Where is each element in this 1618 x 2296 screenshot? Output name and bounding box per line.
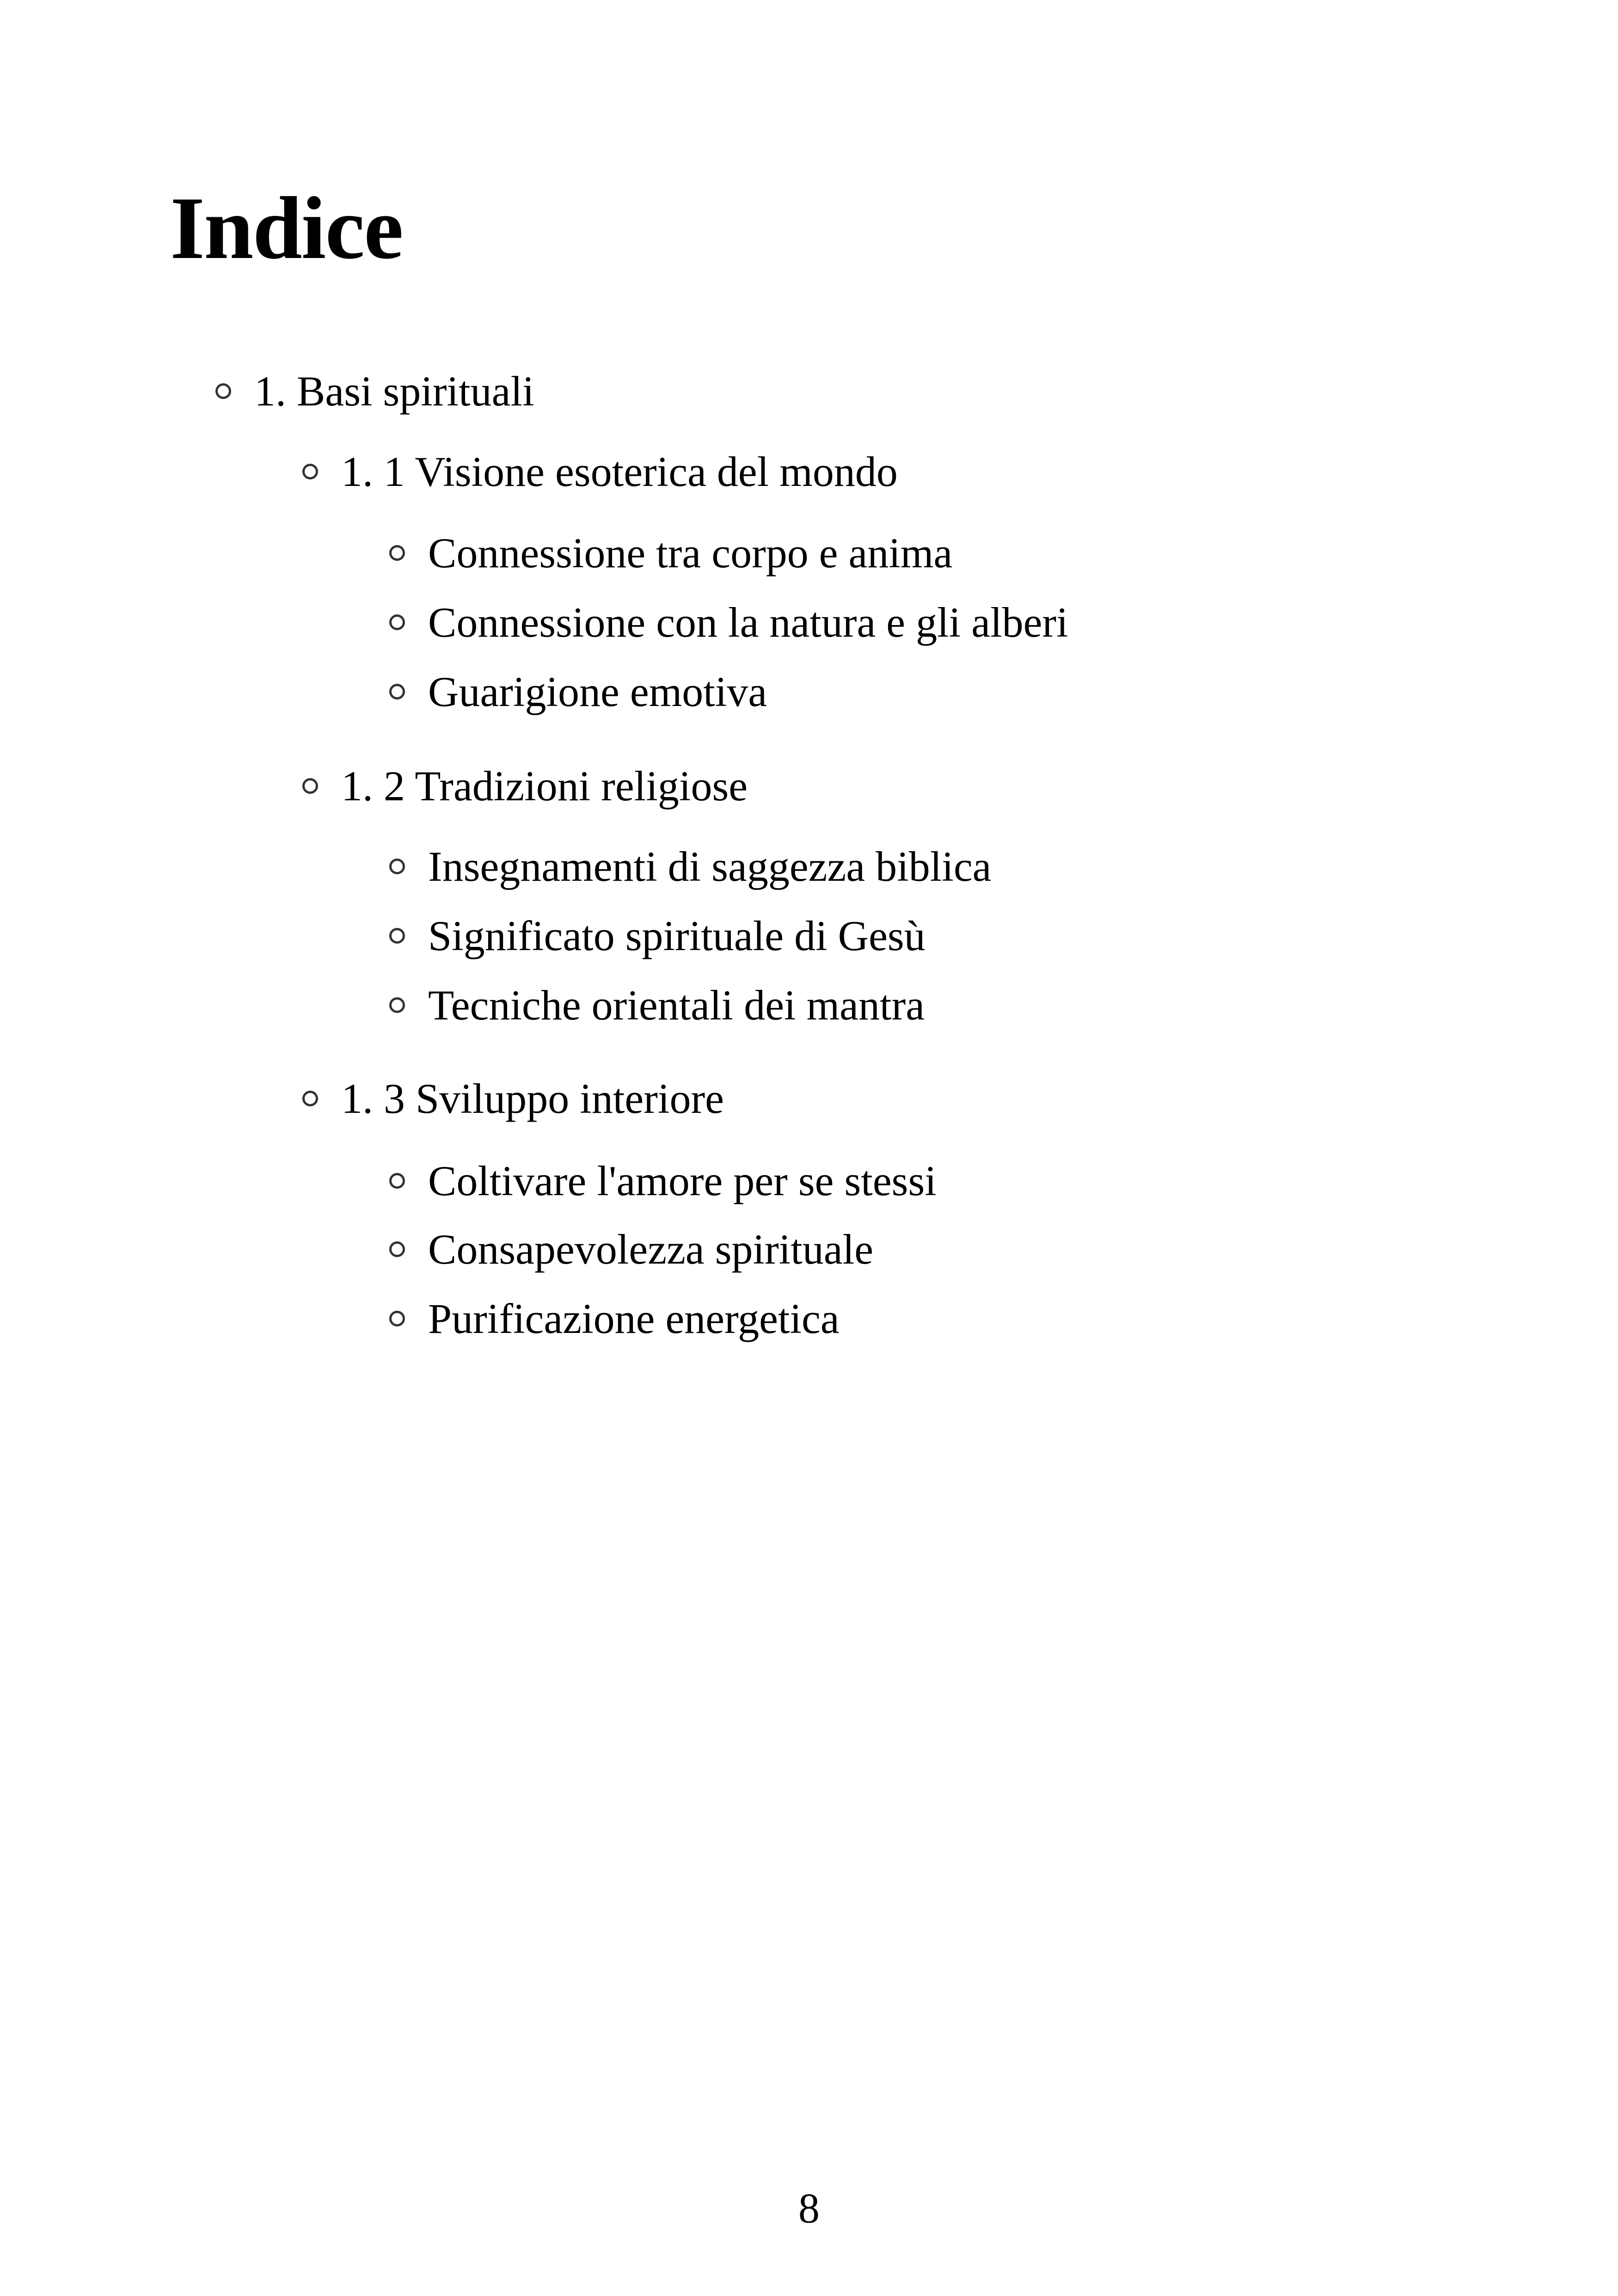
toc-subsection-label: Significato spirituale di Gesù [428, 912, 925, 959]
hollow-circle-bullet-icon [215, 383, 231, 399]
toc-subsection-label: Guarigione emotiva [428, 668, 767, 715]
hollow-circle-bullet-icon [389, 1173, 405, 1189]
hollow-circle-bullet-icon [389, 928, 405, 944]
hollow-circle-bullet-icon [389, 1311, 405, 1326]
hollow-circle-bullet-icon [389, 684, 405, 700]
hollow-circle-bullet-icon [389, 614, 405, 630]
toc-subsection-entry[interactable] [389, 1297, 840, 1340]
toc-subsection-entry[interactable] [389, 912, 925, 959]
toc-chapter-label: 1. Basi spirituali [254, 368, 534, 415]
toc-subsection-label: Connessione tra corpo e anima [428, 529, 953, 577]
toc-subsection-entry[interactable] [389, 529, 953, 577]
toc-chapter-entry[interactable] [215, 368, 534, 415]
toc-subsection-label: Coltivare l'amore per se stessi [428, 1157, 937, 1204]
toc-section-entry[interactable] [302, 762, 748, 810]
page-number: 8 [798, 2185, 820, 2232]
hollow-circle-bullet-icon [389, 1241, 405, 1257]
hollow-circle-bullet-icon [302, 778, 318, 794]
toc-section-entry[interactable] [302, 1077, 724, 1120]
toc-subsection-label: Connessione con la natura e gli alberi [428, 599, 1068, 646]
toc-subsection-label: Consapevolezza spirituale [428, 1226, 874, 1273]
toc-subsection-label: Purificazione energetica [428, 1295, 840, 1342]
toc-section-entry[interactable] [302, 450, 898, 493]
toc-section-label: 1. 1 Visione esoterica del mondo [341, 448, 898, 495]
toc-subsection-entry[interactable] [389, 670, 767, 713]
toc-section-label: 1. 3 Sviluppo interiore [341, 1075, 724, 1122]
toc-subsection-entry[interactable] [389, 845, 992, 888]
toc-section-label: 1. 2 Tradizioni religiose [341, 762, 748, 810]
toc-subsection-entry[interactable] [389, 1157, 937, 1204]
toc-subsection-entry[interactable] [389, 1228, 873, 1271]
hollow-circle-bullet-icon [302, 464, 318, 479]
page-title: Indice [170, 178, 403, 277]
hollow-circle-bullet-icon [389, 859, 405, 874]
toc-subsection-entry[interactable] [389, 982, 925, 1029]
toc-subsection-label: Tecniche orientali dei mantra [428, 982, 925, 1029]
hollow-circle-bullet-icon [389, 545, 405, 561]
toc-subsection-label: Insegnamenti di saggezza biblica [428, 843, 992, 890]
hollow-circle-bullet-icon [389, 997, 405, 1013]
toc-subsection-entry[interactable] [389, 601, 1068, 644]
hollow-circle-bullet-icon [302, 1091, 318, 1106]
